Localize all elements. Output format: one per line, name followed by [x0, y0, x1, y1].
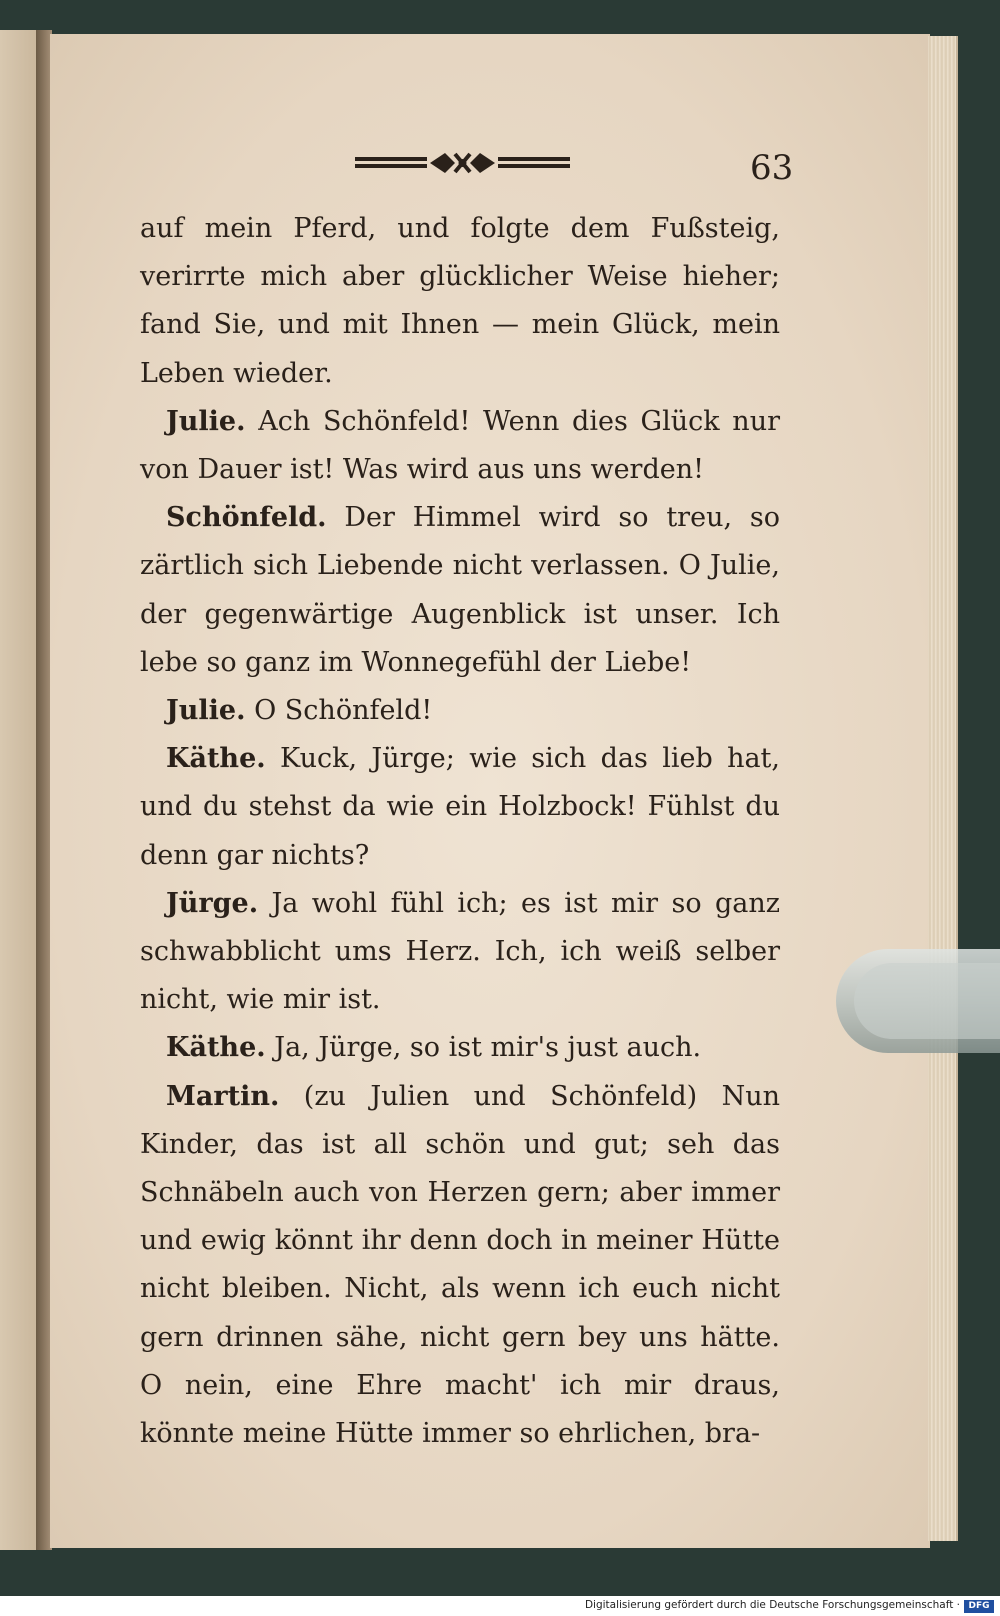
speaker-name: Julie.: [166, 405, 246, 437]
speaker-name: Martin.: [166, 1080, 280, 1112]
page-clip-icon: [832, 945, 1000, 1057]
paragraph: [140, 1024, 780, 1072]
paragraph: [140, 398, 780, 494]
dfg-logo: DFG: [964, 1600, 994, 1613]
paragraph: [140, 735, 780, 880]
footer-credit: Digitalisierung gefördert durch die Deutsche Forschungsgemeinschaft ·: [584, 1599, 960, 1611]
speaker-name: Jürge.: [166, 887, 259, 919]
paragraph-text: Ach Schönfeld! Wenn dies Glück nur von Dauer ist! Was wird aus uns werden!: [140, 405, 780, 486]
paragraph-text: auf mein Pferd, und folgte dem Fußsteig, verirrte mich aber glücklicher Weise hieher; fand Sie, und mit Ihnen — mein Glück, mein Leben wieder.: [140, 213, 780, 389]
paragraph: [140, 687, 780, 735]
paragraph-text: Der Himmel wird so treu, so zärtlich sich Liebende nicht verlassen. O Julie, der gegenwärtige Augenblick ist unser. Ich lebe so ganz im Wonnegefühl der Liebe!: [140, 502, 780, 678]
speaker-name: Schönfeld.: [166, 502, 327, 534]
speaker-name: Käthe.: [166, 1032, 266, 1064]
page-number: 63: [750, 148, 794, 188]
speaker-name: Julie.: [166, 695, 246, 727]
paragraph-text: Kuck, Jürge; wie sich das lieb hat, und du stehst da wie ein Holzbock! Fühlst du denn gar nichts?: [140, 743, 780, 871]
page-text: [140, 205, 780, 1458]
page-edges: [928, 36, 958, 1541]
paragraph-text: (zu Julien und Schönfeld) Nun Kinder, das ist all schön und gut; seh das Schnäbeln auch von Herzen gern; aber immer und ewig könnt ihr denn doch in meiner Hütte nicht bleiben. Nicht, als wenn ich euch nicht gern drinnen sähe, nicht gern bey uns hätte. O nein, eine Ehre macht' ich mir draus, könnte meine Hütte immer so ehrlichen, bra-: [140, 1080, 780, 1450]
paragraph: [140, 205, 780, 398]
paragraph-text: Ja wohl fühl ich; es ist mir so ganz schwabblicht ums Herz. Ich, ich weiß selber nicht, wie mir ist.: [140, 887, 780, 1016]
speaker-name: Käthe.: [166, 743, 266, 775]
double-rule-ornament-icon: [355, 150, 570, 176]
paragraph: [140, 1073, 780, 1459]
paragraph: [140, 880, 780, 1025]
paragraph: [140, 494, 780, 687]
paragraph-text: O Schönfeld!: [254, 695, 433, 727]
paragraph-text: Ja, Jürge, so ist mir's just auch.: [274, 1032, 702, 1064]
